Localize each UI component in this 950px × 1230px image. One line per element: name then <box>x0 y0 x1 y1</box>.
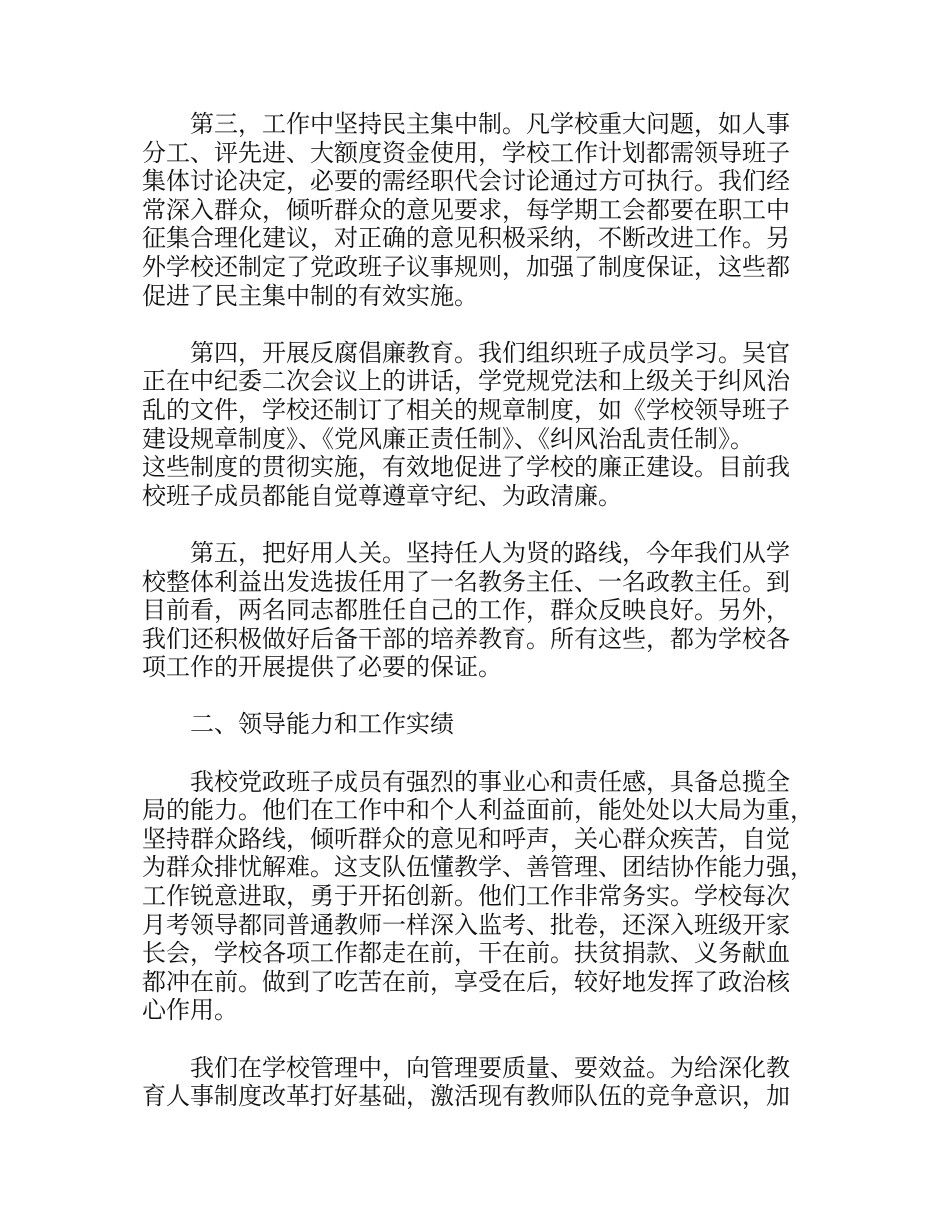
text-line: 第五，把好用人关。坚持任人为贤的路线，今年我们从学 <box>190 538 790 567</box>
text-line: 育人事制度改革打好基础，激活现有教师队伍的竞争意识，加 <box>142 1082 790 1111</box>
text-line: 项工作的开展提供了必要的保证。 <box>142 653 502 682</box>
text-line: 第三，工作中坚持民主集中制。凡学校重大问题，如人事 <box>190 110 790 138</box>
document-page <box>142 110 814 1139</box>
text-line: 建设规章制度》、《党风廉正责任制》、《纠风治乱责任制》。 <box>142 424 754 453</box>
text-line: 工作锐意进取，勇于开拓创新。他们工作非常务实。学校每次 <box>142 882 790 911</box>
text-line: 我们在学校管理中，向管理要质量、要效益。为给深化教 <box>190 1053 790 1082</box>
paragraph-personnel <box>142 539 810 682</box>
paragraph-leadership-ability <box>142 767 814 1025</box>
text-line: 第四，开展反腐倡廉教育。我们组织班子成员学习。吴官 <box>190 338 790 367</box>
text-line: 征集合理化建议，对正确的意见积极采纳，不断改进工作。另 <box>142 224 790 253</box>
paragraph-anti-corruption <box>142 339 810 511</box>
section-heading <box>142 710 810 739</box>
text-line: 这些制度的贯彻实施，有效地促进了学校的廉正建设。目前我 <box>142 453 790 482</box>
text-line: 目前看，两名同志都胜任自己的工作，群众反映良好。另外， <box>142 596 790 625</box>
text-line: 正在中纪委二次会议上的讲话，学党规党法和上级关于纠风治 <box>142 367 790 396</box>
text-line: 长会，学校各项工作都走在前，干在前。扶贫捐款、义务献血 <box>142 939 790 968</box>
text-line: 外学校还制定了党政班子议事规则，加强了制度保证，这些都 <box>142 252 790 281</box>
text-line: 校班子成员都能自觉尊遵章守纪、为政清廉。 <box>142 481 622 510</box>
paragraph-democratic-centralism <box>142 110 810 310</box>
text-line: 为群众排忧解难。这支队伍懂教学、善管理、团结协作能力强， <box>142 853 814 882</box>
text-line: 校整体利益出发选拔任用了一名教务主任、一名政教主任。到 <box>142 567 790 596</box>
text-line: 局的能力。他们在工作中和个人利益面前，能处处以大局为重， <box>142 796 814 825</box>
text-line: 都冲在前。做到了吃苦在前，享受在后，较好地发挥了政治核 <box>142 967 790 996</box>
text-line: 我们还积极做好后备干部的培养教育。所有这些，都为学校各 <box>142 624 790 653</box>
text-line: 促进了民主集中制的有效实施。 <box>142 281 478 310</box>
text-line: 月考领导都同普通教师一样深入监考、批卷，还深入班级开家 <box>142 910 790 939</box>
text-line: 乱的文件，学校还制订了相关的规章制度，如《学校领导班子 <box>142 395 790 424</box>
text-line: 分工、评先进、大额度资金使用，学校工作计划都需领导班子 <box>142 138 790 167</box>
text-line: 集体讨论决定，必要的需经职代会讨论通过方可执行。我们经 <box>142 167 790 196</box>
text-line: 我校党政班子成员有强烈的事业心和责任感，具备总揽全 <box>190 767 790 796</box>
text-line: 坚持群众路线，倾听群众的意见和呼声，关心群众疾苦，自觉 <box>142 824 790 853</box>
heading-line: 二、领导能力和工作实绩 <box>190 710 454 739</box>
paragraph-management <box>142 1054 810 1111</box>
text-line: 心作用。 <box>142 996 238 1025</box>
text-line: 常深入群众，倾听群众的意见要求，每学期工会都要在职工中 <box>142 195 790 224</box>
